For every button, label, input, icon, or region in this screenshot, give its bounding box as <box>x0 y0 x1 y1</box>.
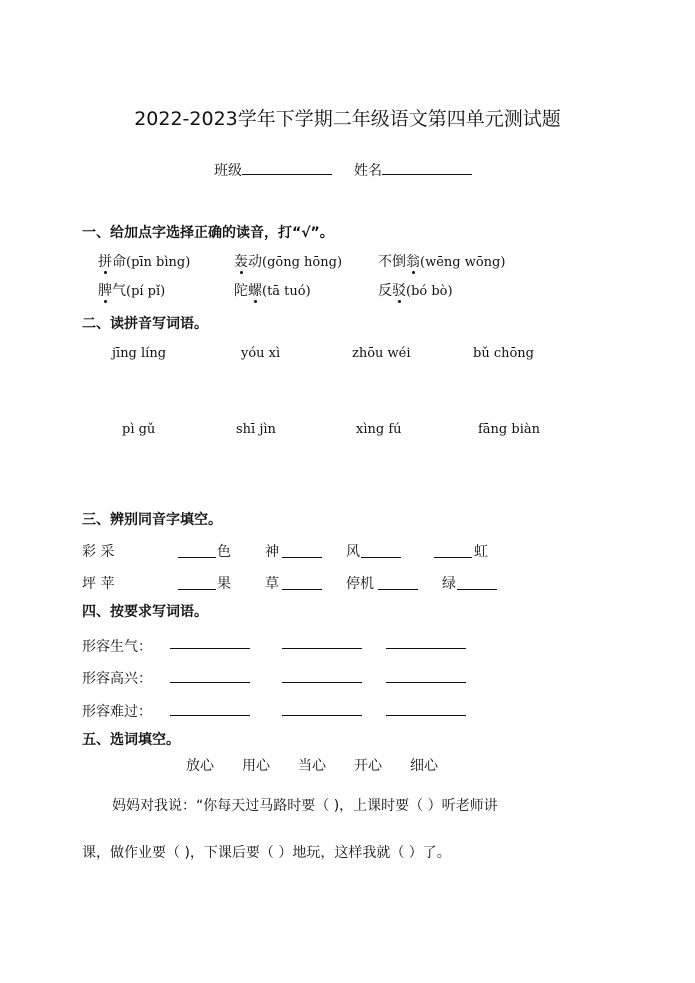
dotted-char: 螺 <box>248 283 262 299</box>
char: 命 <box>112 254 126 270</box>
word-part: 绿 <box>442 576 456 592</box>
section-5-heading: 五、选词填空。 <box>82 732 180 748</box>
name-field <box>354 160 472 180</box>
answer-line[interactable] <box>170 715 250 716</box>
word-part: 草 <box>265 576 279 592</box>
dotted-char: 轰 <box>234 254 248 270</box>
dotted-char: 驳 <box>392 283 406 299</box>
answer-line[interactable] <box>282 715 362 716</box>
s1-item-1 <box>98 251 190 271</box>
prefix: 不倒 <box>378 254 406 270</box>
answer-line[interactable] <box>386 648 466 649</box>
prompt-label: 形容高兴： <box>82 671 152 687</box>
page-title: 2022-2023学年下学期二年级语文第四单元测试题 <box>134 108 561 130</box>
pinyin-options[interactable]: (gōng hōng) <box>262 255 343 270</box>
pinyin-word: jīng líng <box>112 346 167 361</box>
s1-item-6 <box>378 280 453 300</box>
homophone-pair: 彩 采 <box>82 544 115 560</box>
prompt-label: 形容生气： <box>82 639 152 655</box>
answer-line[interactable] <box>386 715 466 716</box>
section-3-heading: 三、辨别同音字填空。 <box>82 512 222 528</box>
char: 动 <box>248 254 262 270</box>
class-field <box>214 160 332 180</box>
s1-item-2 <box>234 251 342 271</box>
pinyin-options[interactable]: (pīn bìng) <box>126 255 191 270</box>
prefix: 反 <box>378 283 392 299</box>
pinyin-word: xìng fú <box>356 422 402 437</box>
word-option: 当心 <box>298 758 326 774</box>
word-option: 开心 <box>354 758 382 774</box>
fill-blank[interactable] <box>361 557 401 558</box>
section-4-heading: 四、按要求写词语。 <box>82 604 208 620</box>
pinyin-options[interactable]: (bó bò) <box>406 284 453 299</box>
prefix: 陀 <box>234 283 248 299</box>
class-label: 班级 <box>214 163 242 179</box>
pinyin-word: shī jìn <box>236 422 276 437</box>
word-option: 放心 <box>186 758 214 774</box>
fill-blank[interactable] <box>378 589 418 590</box>
fill-blank[interactable] <box>282 589 322 590</box>
word-part: 停机 <box>346 576 374 592</box>
name-blank[interactable] <box>382 162 472 175</box>
name-label: 姓名 <box>354 163 382 179</box>
pinyin-options[interactable]: (tā tuó) <box>262 284 311 299</box>
answer-line[interactable] <box>282 648 362 649</box>
word-part: 果 <box>217 576 231 592</box>
section-2-heading: 二、读拼音写词语。 <box>82 316 208 332</box>
word-option: 细心 <box>410 758 438 774</box>
dotted-char: 拼 <box>98 254 112 270</box>
answer-line[interactable] <box>170 682 250 683</box>
pinyin-options[interactable]: (wēng wōng) <box>420 255 506 270</box>
word-part: 色 <box>217 544 231 560</box>
word-part: 神 <box>265 544 279 560</box>
pinyin-word: fāng biàn <box>478 422 540 437</box>
section-1-heading: 一、给加点字选择正确的读音，打“√”。 <box>82 225 334 241</box>
dotted-char: 翁 <box>406 254 420 270</box>
s1-item-5 <box>234 280 311 300</box>
pinyin-word: yóu xì <box>241 346 281 361</box>
prompt-label: 形容难过： <box>82 704 152 720</box>
fill-blank[interactable] <box>457 589 497 590</box>
answer-line[interactable] <box>282 682 362 683</box>
pinyin-word: pì gǔ <box>122 422 156 437</box>
answer-line[interactable] <box>386 682 466 683</box>
fill-blank[interactable] <box>178 589 216 590</box>
cloze-line-2[interactable]: 课，做作业要（ )，下课后要（ ）地玩，这样我就（ ）了。 <box>82 845 451 861</box>
s1-item-3 <box>378 251 505 271</box>
answer-line[interactable] <box>170 648 250 649</box>
char: 气 <box>112 283 126 299</box>
homophone-pair: 坪 苹 <box>82 576 115 592</box>
pinyin-word: bǔ chōng <box>473 346 535 361</box>
fill-blank[interactable] <box>178 557 216 558</box>
word-part: 虹 <box>474 544 488 560</box>
word-part: 风 <box>346 544 360 560</box>
dotted-char: 脾 <box>98 283 112 299</box>
class-blank[interactable] <box>242 162 332 175</box>
cloze-line-1[interactable]: 妈妈对我说：“你每天过马路时要（ )，上课时要（ ）听老师讲 <box>112 798 498 814</box>
s1-item-4 <box>98 280 165 300</box>
pinyin-options[interactable]: (pí pǐ) <box>126 284 166 299</box>
word-option: 用心 <box>242 758 270 774</box>
fill-blank[interactable] <box>434 557 472 558</box>
pinyin-word: zhōu wéi <box>352 346 411 361</box>
fill-blank[interactable] <box>282 557 322 558</box>
